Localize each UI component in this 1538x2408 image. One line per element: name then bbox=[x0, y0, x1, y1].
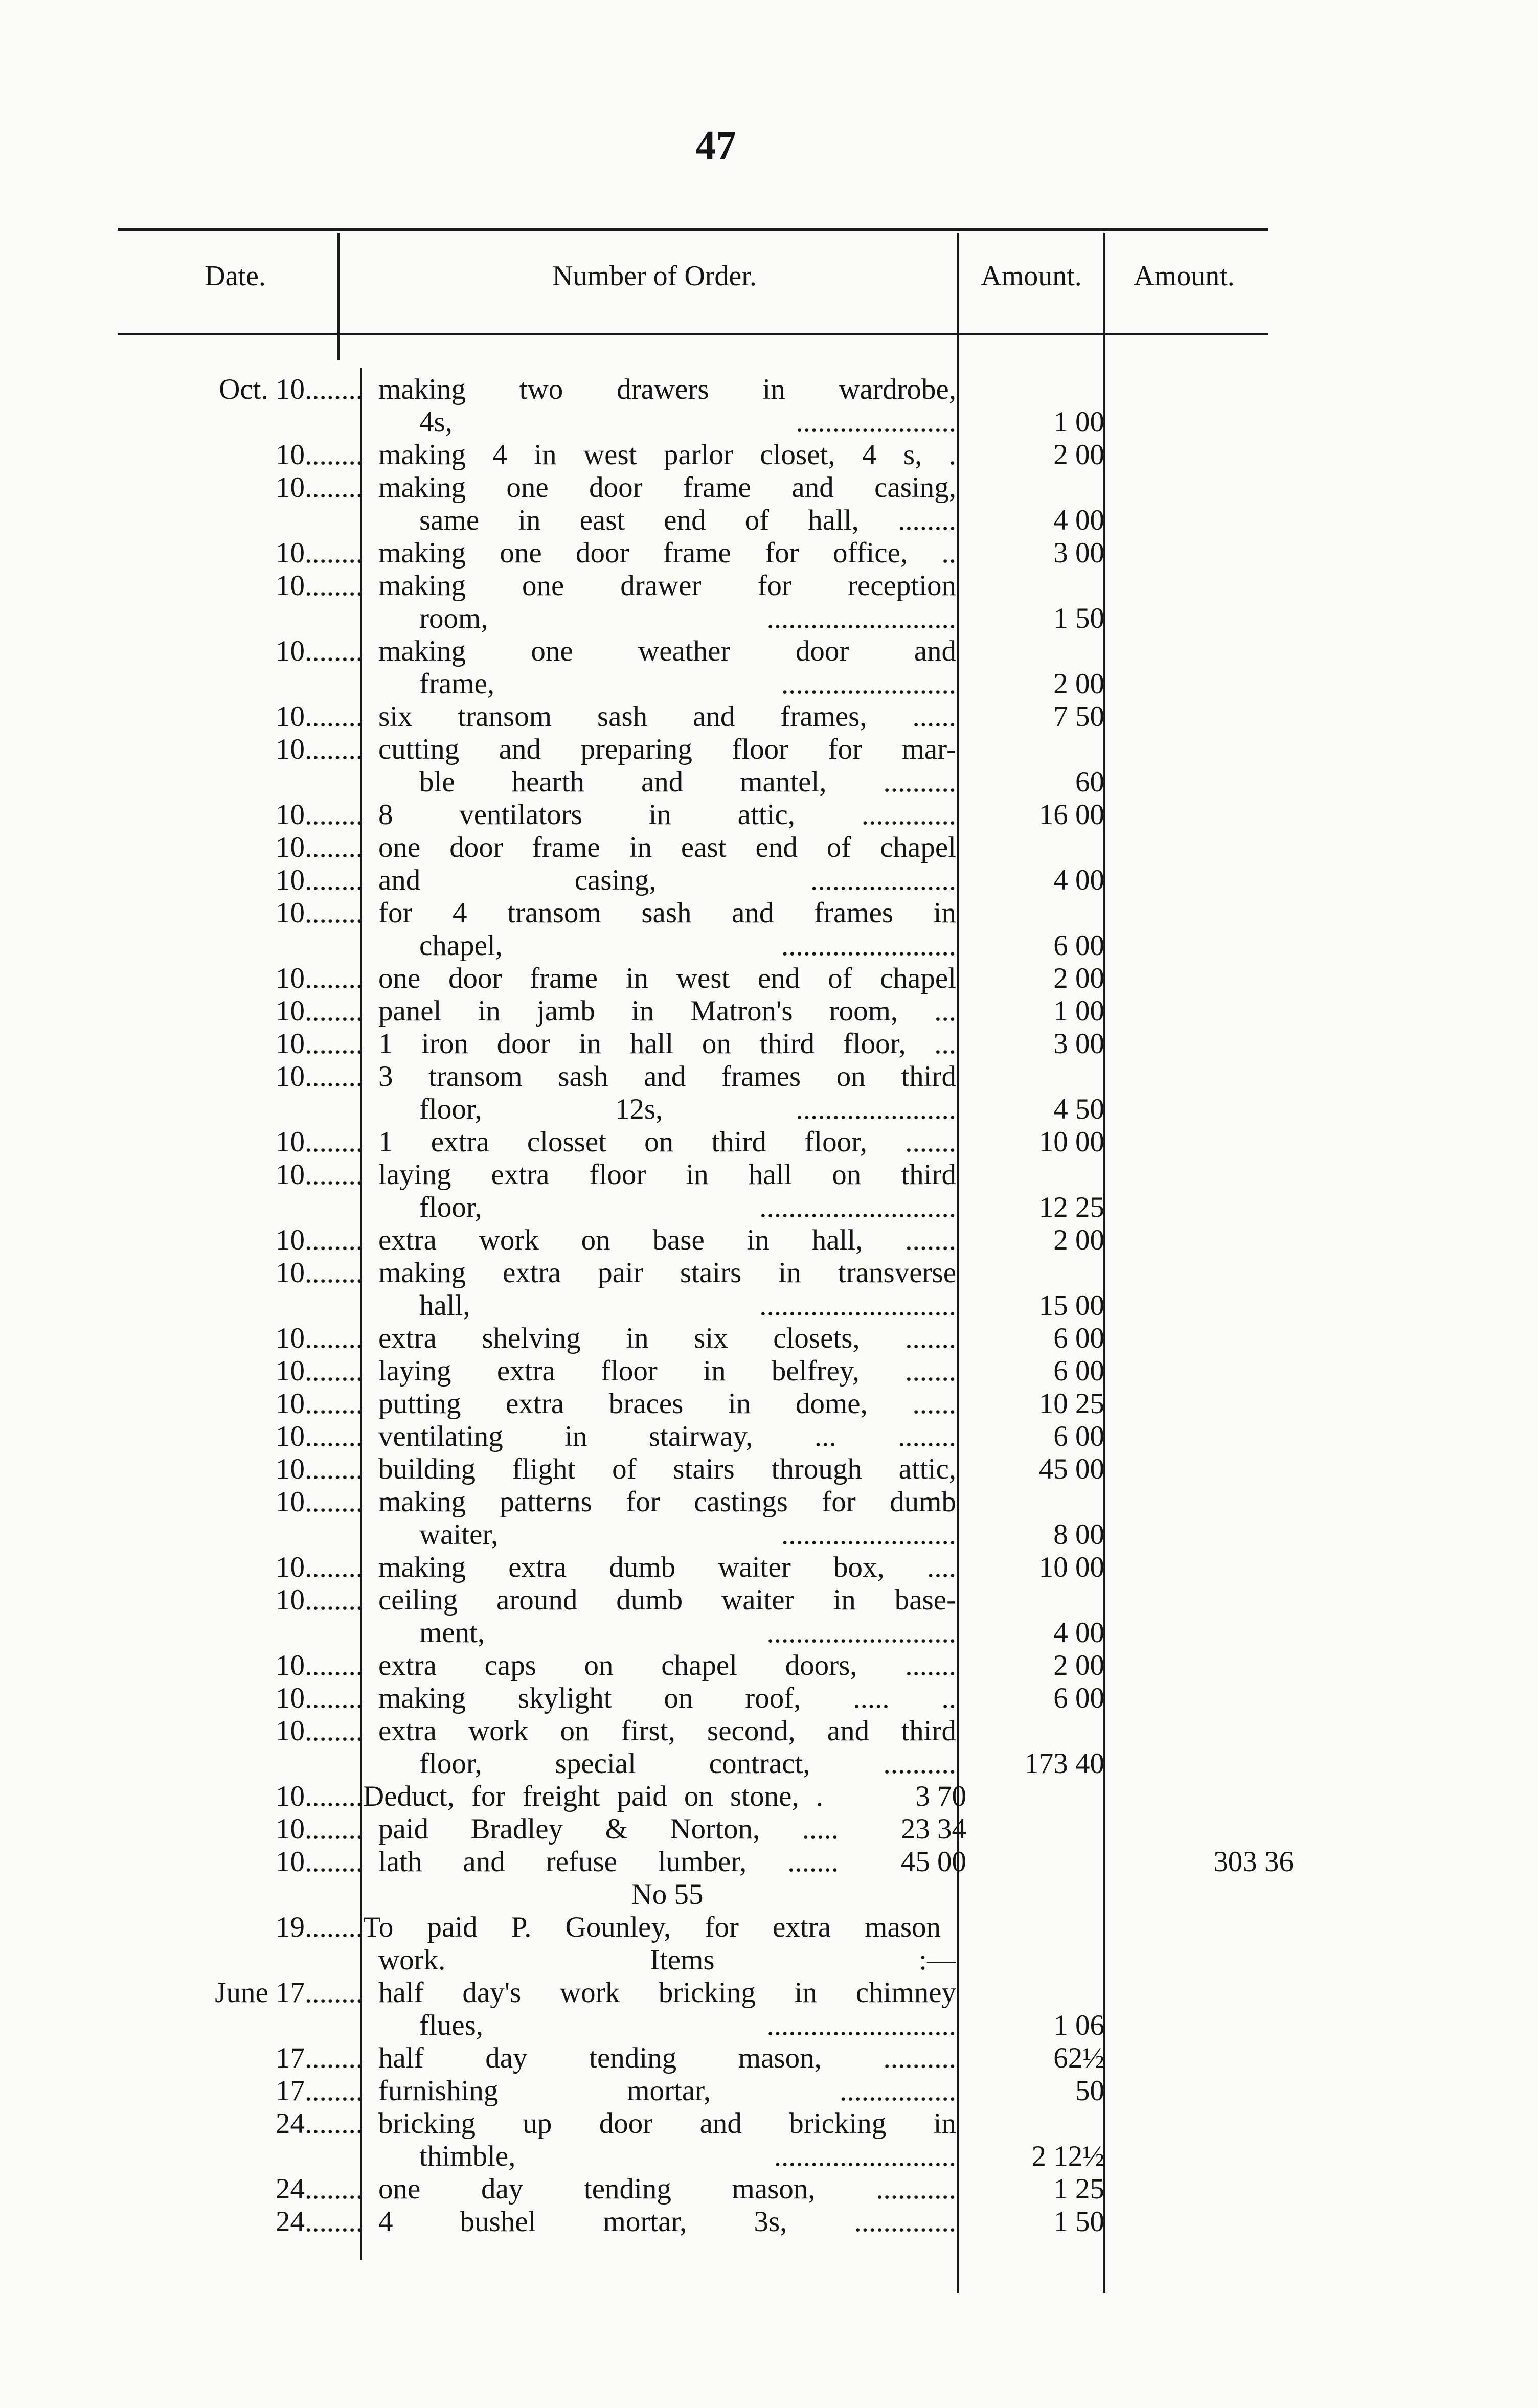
header-amount: Amount. bbox=[981, 260, 1082, 292]
ledger-line bbox=[0, 602, 1538, 635]
entry-date bbox=[102, 929, 363, 962]
page-number: 47 bbox=[695, 123, 736, 168]
entry-date: 10........ bbox=[276, 1551, 363, 1583]
entry-description: one day tending mason, ........... bbox=[378, 2173, 956, 2205]
entry-date: 10........ bbox=[276, 897, 363, 929]
amount-value bbox=[966, 1977, 1104, 2009]
amount-value bbox=[966, 1878, 1104, 1911]
amount-total bbox=[1125, 831, 1294, 864]
amount-total bbox=[1125, 439, 1294, 471]
amount-value bbox=[966, 635, 1104, 668]
entry-date: 24........ bbox=[276, 2206, 363, 2238]
header-number-of-order: Number of Order. bbox=[552, 260, 757, 292]
entry-date bbox=[102, 602, 363, 635]
amount-value: 4 00 bbox=[1053, 864, 1104, 896]
amount-value bbox=[966, 373, 1104, 406]
entry-date: 10........ bbox=[276, 1224, 363, 1256]
amount-total bbox=[1125, 1878, 1294, 1911]
amount-value: 3 00 bbox=[1053, 537, 1104, 569]
ledger-line bbox=[0, 1977, 1538, 2009]
entry-description: and casing, .................... bbox=[378, 864, 956, 896]
amount-value: 2 00 bbox=[1053, 439, 1104, 471]
amount-total bbox=[1125, 1191, 1294, 1224]
amount-value bbox=[966, 1486, 1104, 1518]
ledger-line bbox=[0, 1682, 1538, 1715]
entry-description: room, .......................... bbox=[419, 602, 956, 634]
amount-value: 4 00 bbox=[1053, 504, 1104, 536]
amount-value bbox=[966, 1257, 1104, 1289]
amount-total bbox=[1125, 766, 1294, 799]
entry-date bbox=[102, 1617, 363, 1649]
entry-description: making one drawer for reception bbox=[378, 570, 956, 602]
entry-date: 10........ bbox=[276, 1388, 363, 1420]
entry-description: work. Items :— bbox=[378, 1944, 956, 1976]
amount-value: 2 00 bbox=[1053, 962, 1104, 994]
amount-value: 6 00 bbox=[1053, 1420, 1104, 1452]
amount-total bbox=[1125, 1977, 1294, 2009]
entry-description: flues, .......................... bbox=[419, 2009, 956, 2041]
entry-date bbox=[102, 1878, 363, 1911]
ledger-line bbox=[0, 831, 1538, 864]
ledger-line bbox=[0, 733, 1538, 766]
entry-date: Oct. 10........ bbox=[219, 373, 363, 405]
entry-description: half day tending mason, .......... bbox=[378, 2042, 956, 2074]
amount-value: 1 50 bbox=[1053, 2206, 1104, 2238]
amount-total: 303 36 bbox=[1213, 1846, 1294, 1878]
ledger-line bbox=[0, 1224, 1538, 1257]
amount-total bbox=[1125, 1453, 1294, 1486]
amount-value: 2 00 bbox=[1053, 1649, 1104, 1682]
amount-value: 173 40 bbox=[1024, 1747, 1104, 1780]
amount-value bbox=[966, 1715, 1104, 1747]
entry-date: 10........ bbox=[276, 995, 363, 1027]
entry-date: 19........ bbox=[276, 1911, 363, 1943]
ledger-line bbox=[0, 1944, 1538, 1977]
entry-date bbox=[102, 1191, 363, 1224]
ledger-line bbox=[0, 1388, 1538, 1420]
amount-value bbox=[966, 570, 1104, 602]
entry-description: extra shelving in six closets, ....... bbox=[378, 1322, 956, 1354]
ledger-line bbox=[0, 1322, 1538, 1355]
amount-total bbox=[1125, 537, 1294, 570]
amount-value: 1 06 bbox=[1053, 2009, 1104, 2041]
entry-description: making skylight on roof, ..... .. bbox=[378, 1682, 956, 1714]
ledger-line bbox=[0, 766, 1538, 799]
entry-date: 10........ bbox=[276, 799, 363, 831]
entry-date: 17........ bbox=[276, 2075, 363, 2107]
amount-total bbox=[1125, 1944, 1294, 1977]
amount-total bbox=[1125, 929, 1294, 962]
amount-value: 6 00 bbox=[1053, 929, 1104, 962]
amount-value bbox=[966, 471, 1104, 504]
ledger-line bbox=[0, 1747, 1538, 1780]
ledger-line bbox=[0, 1289, 1538, 1322]
entry-date: 10........ bbox=[276, 1486, 363, 1518]
entry-date bbox=[102, 1289, 363, 1322]
entry-description: making one door frame and casing, bbox=[378, 471, 956, 504]
ledger-line bbox=[0, 1257, 1538, 1289]
entry-date: 10........ bbox=[276, 1715, 363, 1747]
amount-value: 6 00 bbox=[1053, 1322, 1104, 1354]
entry-description: 4s, ...................... bbox=[419, 406, 956, 438]
inline-amount: 45 00 bbox=[900, 1846, 966, 1878]
amount-value: 6 00 bbox=[1053, 1355, 1104, 1387]
amount-value bbox=[966, 1911, 1104, 1944]
amount-total bbox=[1125, 406, 1294, 439]
entry-description: floor, 12s, ...................... bbox=[419, 1093, 956, 1125]
amount-total bbox=[1125, 897, 1294, 929]
amount-total bbox=[1125, 1911, 1294, 1944]
ledger-line bbox=[0, 2173, 1538, 2206]
entry-description: To paid P. Gounley, for extra mason bbox=[363, 1911, 941, 1943]
amount-value: 50 bbox=[1075, 2075, 1104, 2107]
ledger-line bbox=[0, 635, 1538, 668]
amount-total bbox=[1125, 2009, 1294, 2042]
amount-total bbox=[1125, 1028, 1294, 1060]
amount-total bbox=[1125, 1551, 1294, 1584]
entry-description: making extra pair stairs in transverse bbox=[378, 1257, 956, 1289]
amount-total bbox=[1125, 1355, 1294, 1388]
ledger-line bbox=[0, 1649, 1538, 1682]
ledger-line bbox=[0, 1813, 1538, 1846]
amount-value bbox=[966, 1584, 1104, 1617]
entry-date: 10........ bbox=[276, 1682, 363, 1714]
ledger-line bbox=[0, 1584, 1538, 1617]
amount-total bbox=[1125, 864, 1294, 897]
entry-date: 10........ bbox=[276, 1060, 363, 1093]
ledger-line bbox=[0, 537, 1538, 570]
entry-description: making extra dumb waiter box, .... bbox=[378, 1551, 956, 1583]
entry-description: frame, ........................ bbox=[419, 668, 956, 700]
entry-date bbox=[102, 504, 363, 537]
amount-total bbox=[1125, 1813, 1294, 1846]
amount-total bbox=[1125, 1126, 1294, 1158]
entry-description: bricking up door and bricking in bbox=[378, 2107, 956, 2140]
ledger-line bbox=[0, 1715, 1538, 1747]
entry-date: 10........ bbox=[276, 570, 363, 602]
amount-value bbox=[966, 897, 1104, 929]
amount-value: 8 00 bbox=[1053, 1518, 1104, 1551]
ledger-line bbox=[0, 700, 1538, 733]
ledger-line bbox=[0, 406, 1538, 439]
entry-description: making one weather door and bbox=[378, 635, 956, 667]
amount-total bbox=[1125, 668, 1294, 700]
amount-total bbox=[1125, 2140, 1294, 2173]
ledger-line bbox=[0, 1420, 1538, 1453]
amount-total bbox=[1125, 1093, 1294, 1126]
ledger-line bbox=[0, 995, 1538, 1028]
amount-total bbox=[1125, 1780, 1294, 1813]
amount-total bbox=[1125, 799, 1294, 831]
entry-description: chapel, ........................ bbox=[419, 929, 956, 962]
entry-description: extra work on base in hall, ....... bbox=[378, 1224, 956, 1256]
amount-value: 4 00 bbox=[1053, 1617, 1104, 1649]
entry-description: cutting and preparing floor for mar- bbox=[378, 733, 956, 765]
ledger-line bbox=[0, 668, 1538, 700]
ledger-line bbox=[0, 962, 1538, 995]
entry-date bbox=[102, 1747, 363, 1780]
amount-value bbox=[966, 1944, 1104, 1977]
ledger-line bbox=[0, 1518, 1538, 1551]
amount-value: 1 25 bbox=[1053, 2173, 1104, 2205]
entry-date: 10........ bbox=[276, 537, 363, 569]
inline-amount: 23 34 bbox=[900, 1813, 966, 1845]
entry-description: laying extra floor in hall on third bbox=[378, 1158, 956, 1191]
entry-date: 10........ bbox=[276, 635, 363, 667]
entry-description: ment, .......................... bbox=[419, 1617, 956, 1649]
ledger-line bbox=[0, 864, 1538, 897]
amount-value: 6 00 bbox=[1053, 1682, 1104, 1714]
ledger-line bbox=[0, 799, 1538, 831]
entry-date: 10........ bbox=[276, 831, 363, 864]
entry-date: 10........ bbox=[276, 733, 363, 765]
ledger-line bbox=[0, 2206, 1538, 2238]
ledger-line bbox=[0, 1060, 1538, 1093]
entry-date: 10........ bbox=[276, 1453, 363, 1485]
amount-total bbox=[1125, 995, 1294, 1028]
entry-date: 10........ bbox=[276, 439, 363, 471]
amount-value bbox=[966, 2107, 1104, 2140]
entry-date bbox=[102, 2140, 363, 2173]
entry-date: 10........ bbox=[276, 1322, 363, 1354]
entry-date bbox=[102, 2009, 363, 2042]
amount-total bbox=[1125, 1584, 1294, 1617]
amount-total bbox=[1125, 700, 1294, 733]
entry-description: ceiling around dumb waiter in base- bbox=[378, 1584, 956, 1616]
amount-total bbox=[1125, 2075, 1294, 2107]
entry-description: one door frame in west end of chapel bbox=[378, 962, 956, 994]
entry-date: 24........ bbox=[276, 2107, 363, 2140]
amount-value: 16 00 bbox=[1038, 799, 1104, 831]
entry-description: waiter, ........................ bbox=[419, 1518, 956, 1551]
amount-value bbox=[966, 1158, 1104, 1191]
amount-value: 10 00 bbox=[1038, 1126, 1104, 1158]
amount-value bbox=[966, 831, 1104, 864]
ledger-line bbox=[0, 1486, 1538, 1518]
ledger-line bbox=[0, 1846, 1538, 1878]
entry-description: extra caps on chapel doors, ....... bbox=[378, 1649, 956, 1682]
entry-date: 10........ bbox=[276, 1584, 363, 1616]
ledger-line bbox=[0, 2042, 1538, 2075]
amount-value: 2 00 bbox=[1053, 1224, 1104, 1256]
ledger-line bbox=[0, 439, 1538, 471]
entry-description: one door frame in east end of chapel bbox=[378, 831, 956, 864]
entry-date: 10........ bbox=[276, 1649, 363, 1682]
ledger-line bbox=[0, 2140, 1538, 2173]
ledger-line bbox=[0, 1911, 1538, 1944]
amount-value: 1 00 bbox=[1053, 406, 1104, 438]
entry-description: building flight of stairs through attic, bbox=[378, 1453, 956, 1485]
entry-date: 17........ bbox=[276, 2042, 363, 2074]
amount-total bbox=[1125, 962, 1294, 995]
inline-amount: 3 70 bbox=[915, 1780, 966, 1812]
amount-total bbox=[1125, 2042, 1294, 2075]
entry-description: furnishing mortar, ................ bbox=[378, 2075, 956, 2107]
amount-total bbox=[1125, 635, 1294, 668]
entry-date bbox=[102, 406, 363, 439]
amount-total bbox=[1125, 1715, 1294, 1747]
amount-value: 62½ bbox=[1053, 2042, 1104, 2074]
entry-description: 3 transom sash and frames on third bbox=[378, 1060, 956, 1093]
header-amount-total: Amount. bbox=[1134, 260, 1235, 292]
amount-total bbox=[1125, 2107, 1294, 2140]
ledger-line bbox=[0, 570, 1538, 602]
amount-value: 10 25 bbox=[1038, 1388, 1104, 1420]
entry-date: 10........ bbox=[276, 962, 363, 994]
entry-description: ventilating in stairway, ... ........ bbox=[378, 1420, 956, 1452]
ledger-line bbox=[0, 1126, 1538, 1158]
amount-total bbox=[1125, 2173, 1294, 2206]
entry-date: 10........ bbox=[276, 1780, 363, 1812]
amount-total bbox=[1125, 1747, 1294, 1780]
amount-total bbox=[1125, 1682, 1294, 1715]
entry-description: hall, ........................... bbox=[419, 1289, 956, 1322]
ledger-line bbox=[0, 1878, 1538, 1911]
ledger-line bbox=[0, 471, 1538, 504]
entry-date: 10........ bbox=[276, 1158, 363, 1191]
amount-total bbox=[1125, 1617, 1294, 1649]
amount-value: 45 00 bbox=[1038, 1453, 1104, 1485]
ledger-line bbox=[0, 897, 1538, 929]
ledger-line bbox=[0, 2075, 1538, 2107]
amount-total bbox=[1125, 1649, 1294, 1682]
entry-description: floor, ........................... bbox=[419, 1191, 956, 1223]
entry-description: 1 iron door in hall on third floor, ... bbox=[378, 1028, 956, 1060]
ledger-line bbox=[0, 1028, 1538, 1060]
entry-description: thimble, ......................... bbox=[419, 2140, 956, 2172]
amount-total bbox=[1125, 1257, 1294, 1289]
amount-total bbox=[1125, 1486, 1294, 1518]
amount-total bbox=[1125, 1388, 1294, 1420]
entry-date: 10........ bbox=[276, 471, 363, 504]
amount-value bbox=[966, 1060, 1104, 1093]
entry-date: 10........ bbox=[276, 1813, 363, 1845]
entry-date: 10........ bbox=[276, 1846, 363, 1878]
entry-description: six transom sash and frames, ...... bbox=[378, 700, 956, 733]
entry-date: 10........ bbox=[276, 1420, 363, 1452]
ledger-line bbox=[0, 1780, 1538, 1813]
entry-description: making two drawers in wardrobe, bbox=[378, 373, 956, 405]
entry-description: laying extra floor in belfrey, ....... bbox=[378, 1355, 956, 1387]
amount-value bbox=[966, 733, 1104, 766]
entry-date: 10........ bbox=[276, 700, 363, 733]
amount-value: 1 00 bbox=[1053, 995, 1104, 1027]
entry-description: lath and refuse lumber, ....... bbox=[378, 1846, 839, 1878]
entry-date bbox=[102, 766, 363, 799]
entry-description: putting extra braces in dome, ...... bbox=[378, 1388, 956, 1420]
entry-date bbox=[102, 1093, 363, 1126]
entry-date bbox=[102, 1518, 363, 1551]
entry-date: 10........ bbox=[276, 1028, 363, 1060]
ledger-line bbox=[0, 373, 1538, 406]
ledger-line bbox=[0, 1093, 1538, 1126]
amount-value bbox=[966, 1813, 1104, 1846]
amount-value: 2 12½ bbox=[1031, 2140, 1104, 2172]
ledger-line bbox=[0, 1191, 1538, 1224]
entry-description: half day's work bricking in chimney bbox=[378, 1977, 956, 2009]
entry-date bbox=[102, 1944, 363, 1977]
entry-date: 24........ bbox=[276, 2173, 363, 2205]
amount-value: 7 50 bbox=[1053, 700, 1104, 733]
amount-total bbox=[1125, 570, 1294, 602]
amount-value: 2 00 bbox=[1053, 668, 1104, 700]
entry-description: extra work on first, second, and third bbox=[378, 1715, 956, 1747]
amount-value: 15 00 bbox=[1038, 1289, 1104, 1322]
amount-total bbox=[1125, 733, 1294, 766]
entry-description: ble hearth and mantel, .......... bbox=[419, 766, 956, 798]
ledger-line bbox=[0, 1453, 1538, 1486]
amount-value bbox=[966, 1780, 1104, 1813]
amount-total bbox=[1125, 602, 1294, 635]
entry-description: floor, special contract, .......... bbox=[419, 1747, 956, 1780]
ledger-line bbox=[0, 1158, 1538, 1191]
ledger-line bbox=[0, 1551, 1538, 1584]
amount-total bbox=[1125, 1158, 1294, 1191]
entry-description: paid Bradley & Norton, ..... bbox=[378, 1813, 839, 1845]
entry-description: making one door frame for office, .. bbox=[378, 537, 956, 569]
ledger-line bbox=[0, 2107, 1538, 2140]
entry-date: 10........ bbox=[276, 864, 363, 896]
entry-date: 10........ bbox=[276, 1126, 363, 1158]
header-date: Date. bbox=[205, 260, 266, 292]
entry-description: 1 extra closset on third floor, ....... bbox=[378, 1126, 956, 1158]
amount-value: 3 00 bbox=[1053, 1028, 1104, 1060]
amount-total bbox=[1125, 504, 1294, 537]
amount-total bbox=[1125, 471, 1294, 504]
amount-value bbox=[966, 1846, 1104, 1878]
entry-description: making patterns for castings for dumb bbox=[378, 1486, 956, 1518]
entry-date: 10........ bbox=[276, 1355, 363, 1387]
amount-value: 4 50 bbox=[1053, 1093, 1104, 1125]
amount-total bbox=[1125, 1060, 1294, 1093]
amount-value: 60 bbox=[1075, 766, 1104, 798]
amount-total bbox=[1125, 373, 1294, 406]
amount-total bbox=[1125, 1420, 1294, 1453]
amount-total bbox=[1125, 1322, 1294, 1355]
entry-description: 8 ventilators in attic, ............. bbox=[378, 799, 956, 831]
entry-description: panel in jamb in Matron's room, ... bbox=[378, 995, 956, 1027]
amount-value: 1 50 bbox=[1053, 602, 1104, 634]
amount-value: 10 00 bbox=[1038, 1551, 1104, 1583]
ledger-line bbox=[0, 1617, 1538, 1649]
entry-description: same in east end of hall, ........ bbox=[419, 504, 956, 536]
ledger-line bbox=[0, 504, 1538, 537]
entry-date: 10........ bbox=[276, 1257, 363, 1289]
amount-value: 12 25 bbox=[1038, 1191, 1104, 1223]
entry-date bbox=[102, 668, 363, 700]
entry-description: No 55 bbox=[631, 1878, 704, 1911]
entry-description: Deduct, for freight paid on stone, . bbox=[363, 1780, 823, 1812]
amount-total bbox=[1125, 1289, 1294, 1322]
amount-total bbox=[1125, 1518, 1294, 1551]
ledger-line bbox=[0, 2009, 1538, 2042]
entry-description: 4 bushel mortar, 3s, .............. bbox=[378, 2206, 956, 2238]
entry-description: for 4 transom sash and frames in bbox=[378, 897, 956, 929]
ledger-line bbox=[0, 1355, 1538, 1388]
amount-total bbox=[1125, 2206, 1294, 2238]
ledger-line bbox=[0, 929, 1538, 962]
entry-date: June 17........ bbox=[215, 1977, 363, 2009]
entry-description: making 4 in west parlor closet, 4 s, . bbox=[378, 439, 956, 471]
amount-total bbox=[1125, 1224, 1294, 1257]
